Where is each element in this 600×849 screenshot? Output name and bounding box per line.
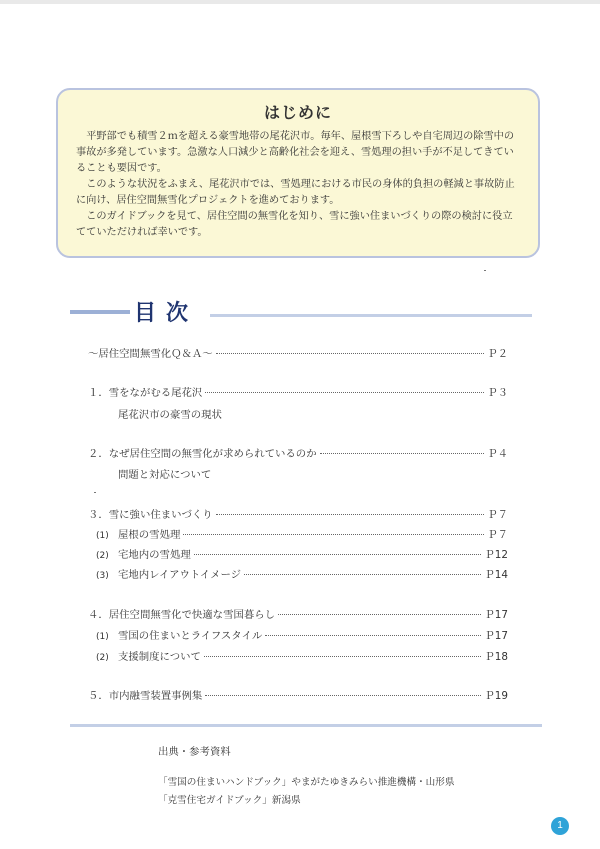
toc-entry-label: 宅地内の雪処理: [118, 549, 191, 561]
toc-entry-3-3[interactable]: [96, 566, 508, 582]
toc-entry-3[interactable]: [88, 506, 508, 522]
toc-page: Ｐ17: [484, 630, 508, 642]
toc-heading-bar-left: [70, 310, 130, 314]
toc-subtitle-1: 尾花沢市の豪雪の現状: [118, 409, 222, 421]
toc-page: Ｐ12: [484, 549, 508, 561]
toc-leader: [183, 534, 484, 535]
toc-entry-label: 支援制度について: [118, 651, 201, 663]
toc-sub-number: (1): [96, 531, 109, 541]
toc-entry-4-2[interactable]: [96, 648, 508, 664]
toc-leader: [205, 392, 484, 393]
toc-entry-label: ４．居住空間無雪化で快適な雪国暮らし: [88, 609, 276, 621]
toc-page: Ｐ４: [487, 448, 508, 460]
scan-speck: [484, 270, 486, 271]
toc-entry-label: ２．なぜ居住空間の無雪化が求められているのか: [88, 448, 317, 460]
toc-sub-number: (3): [96, 571, 109, 581]
toc-entry-label: ３．雪に強い住まいづくり: [88, 509, 213, 521]
toc-entry-label: ５．市内融雪装置事例集: [88, 690, 203, 702]
intro-box: [56, 88, 540, 258]
toc-leader: [194, 554, 482, 555]
bottom-divider: [70, 724, 542, 727]
toc-leader: [320, 453, 485, 454]
toc-heading-bar-right: [210, 314, 532, 317]
toc-entry-2[interactable]: [88, 445, 508, 461]
toc-page: Ｐ３: [487, 387, 508, 399]
toc-entry-1[interactable]: [88, 384, 508, 400]
reference-line-2: 「克雪住宅ガイドブック」新潟県: [158, 795, 301, 806]
reference-line-1: 「雪国の住まいハンドブック」やまがたゆきみらい推進機構・山形県: [158, 777, 455, 788]
toc-entry-label: １．雪をながむる尾花沢: [88, 387, 203, 399]
page-top-edge: [0, 0, 600, 4]
scan-speck: [94, 492, 96, 493]
intro-paragraph-3: このガイドブックを見て、居住空間の無雪化を知り、雪に強い住まいづくりの際の検討に役立てていただければ幸いです。: [76, 211, 513, 238]
toc-page: Ｐ18: [484, 651, 508, 663]
toc-leader: [204, 656, 481, 657]
toc-sub-number: (2): [96, 653, 109, 663]
toc-entry-3-1[interactable]: [96, 526, 508, 542]
toc-page: Ｐ２: [487, 348, 508, 360]
toc-page: Ｐ17: [484, 609, 508, 621]
toc-sub-number: (1): [96, 632, 109, 642]
toc-leader: [216, 514, 485, 515]
intro-paragraph-2: このような状況をふまえ、尾花沢市では、雪処理における市民の身体的負担の軽減と事故防止に向け、居住空間無雪化プロジェクトを進めております。: [76, 179, 515, 206]
toc-entry-5[interactable]: [88, 687, 508, 703]
toc-entry-label: 雪国の住まいとライフスタイル: [118, 630, 263, 642]
toc-entry-label: 〜居住空間無雪化Ｑ＆Ａ〜: [88, 348, 213, 360]
toc-page: Ｐ14: [484, 569, 508, 581]
references-title: 出典・参考資料: [158, 746, 231, 758]
intro-title: はじめに: [263, 103, 332, 122]
toc-page: Ｐ19: [484, 690, 508, 702]
toc-leader: [244, 574, 481, 575]
toc-entry-4[interactable]: [88, 606, 508, 622]
toc-entry-label: 宅地内レイアウトイメージ: [118, 569, 242, 581]
toc-leader: [265, 635, 481, 636]
toc-entry-qa[interactable]: [88, 345, 508, 361]
toc-leader: [278, 614, 481, 615]
toc-subtitle-2: 問題と対応について: [118, 469, 212, 481]
toc-leader: [216, 353, 485, 354]
toc-heading: [60, 296, 532, 326]
toc-page: Ｐ７: [487, 529, 508, 541]
toc-title: 目次: [134, 301, 199, 326]
toc-entry-label: 屋根の雪処理: [118, 529, 181, 541]
toc-entry-3-2[interactable]: [96, 546, 508, 562]
intro-paragraph-1: 平野部でも積雪２ｍを超える豪雪地帯の尾花沢市。毎年、屋根雪下ろしや自宅周辺の除雪中の事故が多発しています。急激な人口減少と高齢化社会を迎え、雪処理の担い手が不足してきていることも要因です。: [76, 131, 515, 174]
page-number-badge: 1: [551, 817, 569, 835]
toc-entry-4-1[interactable]: [96, 627, 508, 643]
toc-leader: [205, 695, 481, 696]
toc-sub-number: (2): [96, 551, 109, 561]
toc-page: Ｐ７: [487, 509, 508, 521]
